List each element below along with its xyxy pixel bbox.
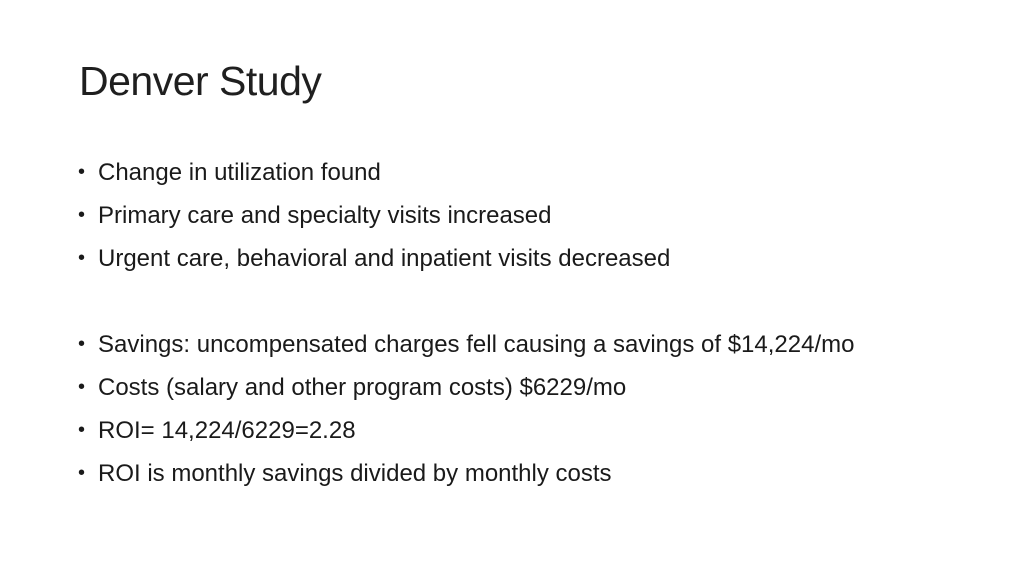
bullet-dot: • — [78, 462, 86, 484]
bullet-item — [76, 366, 1006, 409]
bullet-dot: • — [78, 247, 86, 269]
bullet-dot: • — [78, 161, 86, 183]
bullet-spacer — [76, 280, 1006, 323]
bullet-text: Primary care and specialty visits increased — [98, 202, 552, 229]
bullet-item — [76, 151, 1006, 194]
bullet-dot: • — [78, 376, 86, 398]
bullet-dot: • — [78, 419, 86, 441]
bullet-item — [76, 409, 1006, 452]
bullet-dot: • — [78, 333, 86, 355]
bullet-item — [76, 237, 1006, 280]
bullet-text: ROI= 14,224/6229=2.28 — [98, 417, 356, 444]
bullet-list — [76, 151, 1006, 495]
slide-title: Denver Study — [79, 58, 322, 104]
bullet-item — [76, 194, 1006, 237]
bullet-dot: • — [78, 204, 86, 226]
bullet-text: Savings: uncompensated charges fell causing a savings of $14,224/mo — [98, 331, 855, 358]
bullet-text: Costs (salary and other program costs) $6229/mo — [98, 374, 627, 401]
bullet-text: Change in utilization found — [98, 159, 381, 186]
bullet-item — [76, 323, 1006, 366]
bullet-text: Urgent care, behavioral and inpatient visits decreased — [98, 245, 671, 272]
bullet-item — [76, 452, 1006, 495]
bullet-text: ROI is monthly savings divided by monthly costs — [98, 460, 612, 487]
